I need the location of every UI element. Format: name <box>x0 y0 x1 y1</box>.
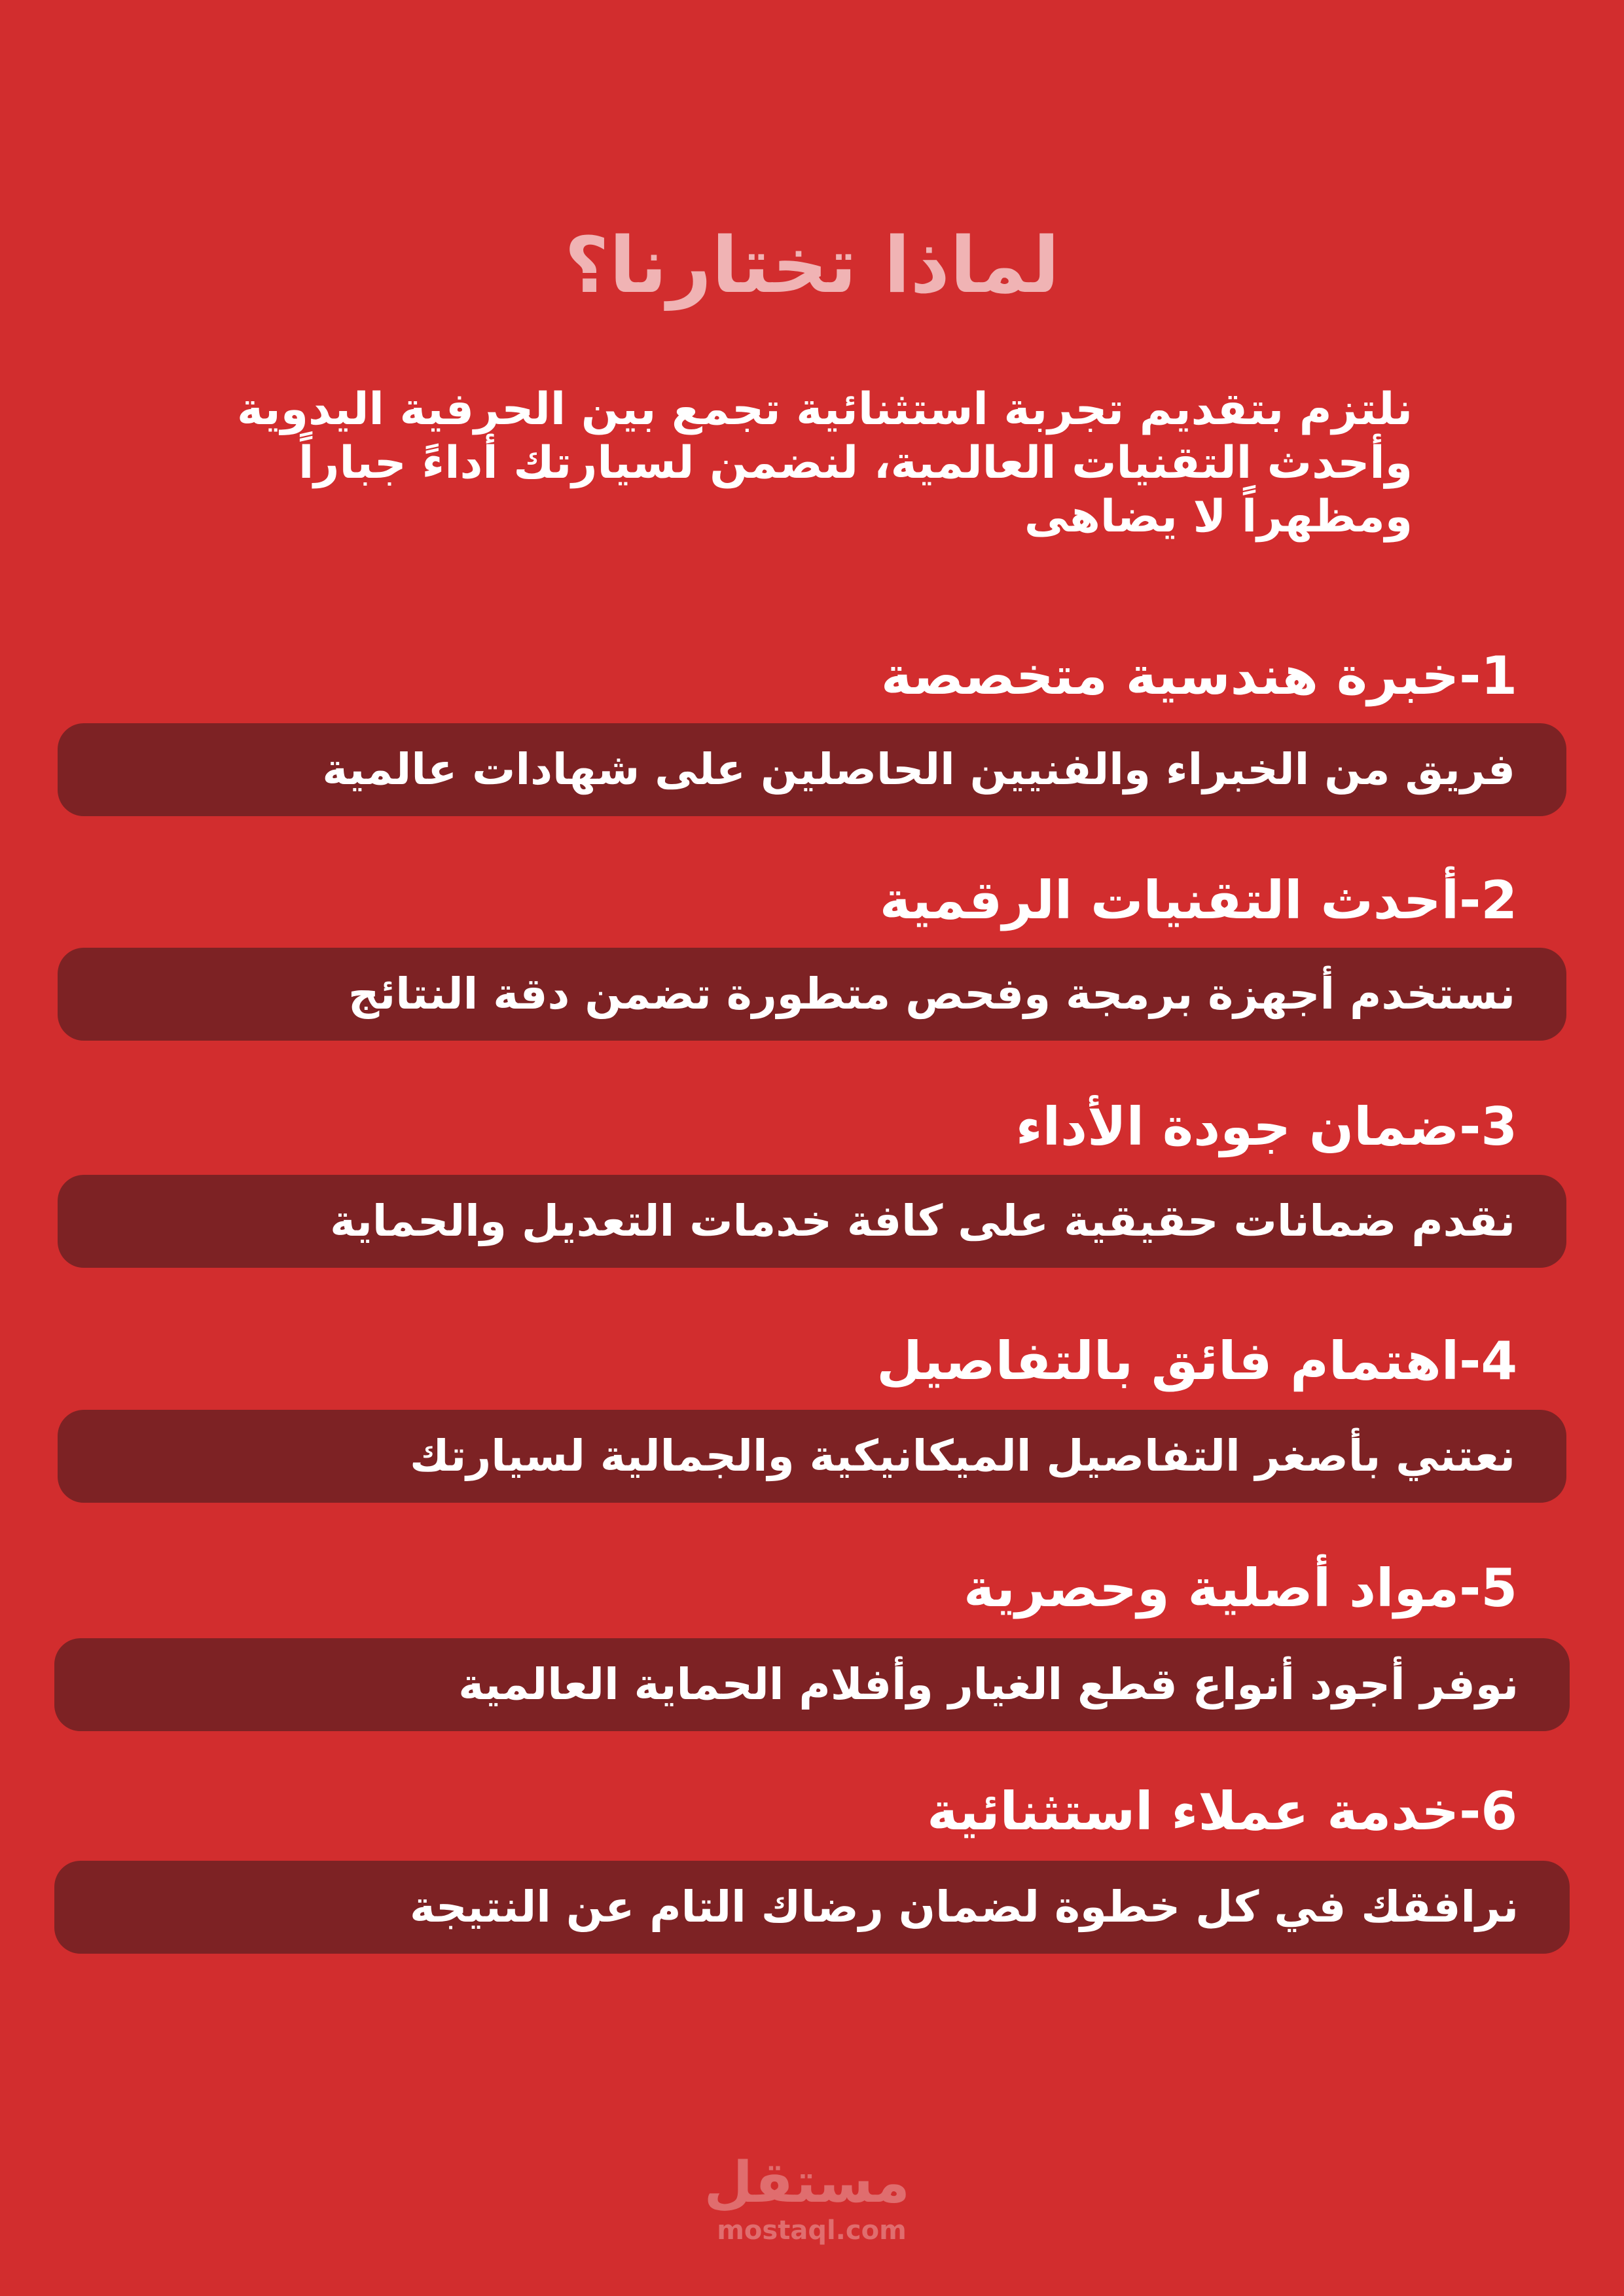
mostaql-logo <box>704 2150 910 2246</box>
feature-heading-2: 2-أحدث التقنيات الرقمية <box>879 870 1517 931</box>
feature-description-1: فريق من الخبراء والفنيين الحاصلين على شهادات عالمية <box>322 744 1515 795</box>
feature-bar-4 <box>58 1410 1566 1503</box>
intro-line: وأحدث التقنيات العالمية، لنضمن لسيارتك أداءً جباراً <box>298 437 1413 489</box>
feature-heading-6: 6-خدمة عملاء استثنائية <box>927 1781 1517 1842</box>
feature-description-4: نعتني بأصغر التفاصيل الميكانيكية والجمالية لسيارتك <box>410 1431 1515 1481</box>
feature-heading-4: 4-اهتمام فائق بالتفاصيل <box>876 1331 1517 1391</box>
feature-description-3: نقدم ضمانات حقيقية على كافة خدمات التعديل والحماية <box>330 1196 1515 1246</box>
feature-bar-5 <box>54 1638 1570 1731</box>
intro-line: ومظهراً لا يضاهى <box>1024 491 1413 543</box>
feature-bar-1 <box>58 723 1566 816</box>
feature-heading-5: 5-مواد أصلية وحصرية <box>964 1558 1517 1619</box>
feature-heading-1: 1-خبرة هندسية متخصصة <box>880 645 1517 706</box>
feature-description-5: نوفر أجود أنواع قطع الغيار وأفلام الحماية العالمية <box>458 1659 1519 1710</box>
feature-heading-3: 3-ضمان جودة الأداء <box>1015 1096 1517 1157</box>
feature-bar-3 <box>58 1175 1566 1268</box>
page-title: لماذا تختارنا؟ <box>564 220 1060 310</box>
feature-description-6: نرافقك في كل خطوة لضمان رضاك التام عن النتيجة <box>410 1882 1519 1932</box>
feature-bar-6 <box>54 1861 1570 1954</box>
feature-bar-2 <box>58 948 1566 1041</box>
intro-paragraph <box>77 383 1413 544</box>
intro-line: نلتزم بتقديم تجربة استثنائية تجمع بين الحرفية اليدوية <box>236 384 1413 435</box>
logo-arabic-text: مستقل <box>704 2150 910 2215</box>
logo-latin-text: mostaql.com <box>717 2215 907 2246</box>
feature-description-2: نستخدم أجهزة برمجة وفحص متطورة تضمن دقة النتائج <box>348 969 1515 1019</box>
